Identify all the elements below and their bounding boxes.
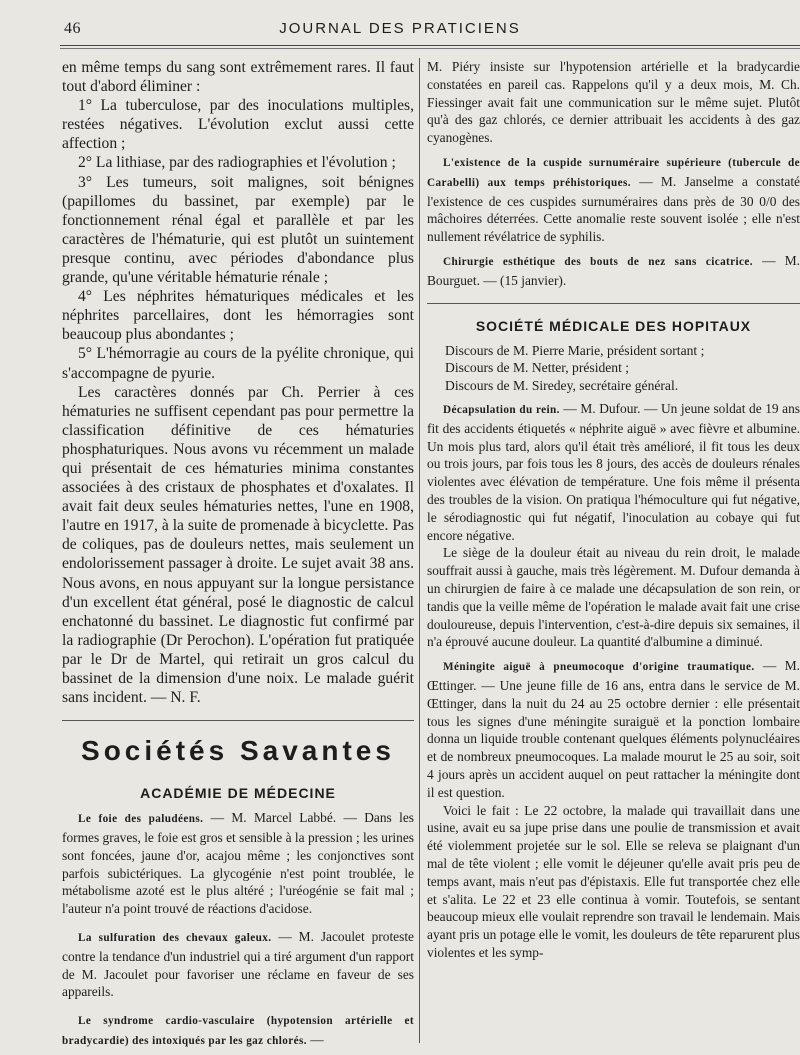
journal-title: JOURNAL DES PRATICIENS bbox=[279, 20, 521, 37]
report-title: Le foie des paludéens. bbox=[78, 813, 204, 826]
paragraph: Le siège de la douleur était au niveau du rein droit, le malade souffrait aussi à gauche, mais très légèrement. M. Dufour demanda à un chirurgien de faire à ce malade une décapsulation de son rein, or tandis que la veille même de l'opération le malade avait fait une crise douloureuse, depuis l'intervention, c'est-à-dire depuis six semaines, il n'a éprouvé aucune douleur. La quantité d'albumine a diminué. bbox=[427, 545, 800, 650]
paragraph: 3° Les tumeurs, soit malignes, soit bénignes (papillomes du bassinet, par exemple) par le fonctionnement rénal égal et parallèle et par les caractères de l'hématurie, qui est plutôt un suintement presque continu, avec périodes d'abondance plus grande, qu'une véritable hématurie rénale ; bbox=[62, 173, 414, 287]
report-text: — M. Bourguet. — (15 janvier). bbox=[427, 252, 800, 288]
report-title: Le syndrome cardio-vasculaire (hypotension artérielle et bradycardie) des intoxiqués par les gaz chlorés. bbox=[62, 1015, 414, 1047]
section-rule bbox=[427, 303, 800, 304]
column-divider bbox=[419, 58, 420, 1043]
left-column bbox=[62, 58, 414, 1048]
report-text: — M. Œttinger. — Une jeune fille de 16 ans, entra dans le service de M. Œttinger, dans la nuit du 24 au 25 octobre dernier : elle présentait tous les signes d'une méningite suraiguë et la ponction lombaire donna un liquide trouble contenant quelques éléments polynucléaires et de nombreux pneumocoques. La malade mourut le 25 au soir, soit 4 jours après un accident auquel on peut rattacher la méningite dont il est question. bbox=[427, 658, 800, 800]
paragraph: Les caractères donnés par Ch. Perrier à ces hématuries ne suffisent cependant pas pour permettre la classification définitive de ces hématuries phosphaturiques. Nous avons vu récemment un malade qui présentait de ces hématuries minima constantes associées à des cristaux de phosphates et d'oxalates. Il avait fait deux seules hématuries nettes, l'une en 1908, l'autre en 1917, à la suite de promenade à bicyclette. Pas de coliques, pas de douleurs nettes, mais seulement un endolorissement passager à droite. Le sujet avait 38 ans. Nous avons, en nous appuyant sur la longue persistance d'un excellent état général, posé le diagnostic de calcul enchatonné du bassinet. Le diagnostic fut confirmé par la radiographie (Dr Perochon). L'opération fut pratiquée par le Dr de Martel, qui retirait un gros calcul du bassinet de la dimension d'une noix. Le malade guérit sans incident. — N. F. bbox=[62, 383, 414, 707]
paragraph: 2° La lithiase, par des radiographies et l'évolution ; bbox=[78, 154, 396, 172]
report-title: La sulfuration des chevaux galeux. bbox=[78, 931, 272, 944]
page-header bbox=[0, 0, 800, 48]
paragraph: Voici le fait : Le 22 octobre, la malade qui travaillait dans une usine, avait eu sa jupe prise dans une poulie de transmission et avait été violemment projetée sur le sol. Elle se releva se plaignant d'un mal de tête violent ; elle vomit le déjeuner qu'elle avait pris peu de temps avant, mais n'eut pas d'épistaxis. Elle fut transportée chez elle et s'alita. Le 22 et 23 elle continua à vomir. Toutefois, se sentant beaucoup mieux elle voulait reprendre son travail le lendemain. Mais ayant pris un potage elle le vomit, les douleurs de tête reparurent plus violentes et les symp- bbox=[427, 802, 800, 960]
report-text: — bbox=[306, 1031, 324, 1047]
paragraph: 1° La tuberculose, par des inoculations multiples, restées négatives. L'évolution exclut aussi cette affection ; bbox=[62, 97, 414, 153]
report-text: — M. Marcel Labbé. — Dans les formes graves, le foie est gros et sensible à la pression ; les urines sont foncées, jaune d'or, acajou même ; les conjonctives sont parfois subictériques. La glycogénie n'est point troublée, le métabolisme azoté est le plus altéré ; l'uréogénie se fait mal ; l'auteur n'a point trouvé de réactions d'acidose. bbox=[62, 810, 414, 917]
section-rule bbox=[62, 720, 414, 721]
report-item bbox=[62, 928, 414, 1001]
report-item bbox=[62, 809, 414, 918]
right-column bbox=[427, 58, 800, 1048]
report-item bbox=[427, 153, 800, 246]
report-title: Décapsulation du rein. bbox=[443, 404, 560, 417]
page-number: 46 bbox=[64, 20, 81, 37]
header-rule bbox=[60, 45, 800, 46]
discours-line: Discours de M. Siredey, secrétaire général. bbox=[445, 377, 679, 393]
paragraph: M. Piéry insiste sur l'hypotension artérielle et la bradycardie constatées en pareil cas. Rappelons qu'il y a deux mois, M. Ch. Fiessinger avait fait une communication sur le même sujet. Plutôt qu'à des gaz chlorés, ce dernier attribuait les accidents à des gaz cyanogènes. bbox=[427, 59, 800, 146]
report-item bbox=[62, 1011, 414, 1048]
report-item bbox=[427, 252, 800, 290]
paragraph: 5° L'hémorragie au cours de la pyélite chronique, qui s'accompagne de pyurie. bbox=[62, 345, 414, 382]
report-title: L'existence de la cuspide surnuméraire supérieure (tubercule de Carabelli) aux temps préhistoriques. bbox=[427, 156, 800, 189]
discours-line: Discours de M. Pierre Marie, président sortant ; bbox=[445, 342, 705, 358]
discours-line: Discours de M. Netter, président ; bbox=[445, 360, 630, 376]
section-title: Sociétés Savantes bbox=[81, 735, 395, 767]
report-item bbox=[427, 657, 800, 801]
paragraph: 4° Les néphrites hématuriques médicales et les néphrites parcellaires, dont les hémorragies sont beaucoup plus abondantes ; bbox=[62, 288, 414, 344]
report-text: — M. Dufour. — Un jeune soldat de 19 ans fit des accidents étiquetés « néphrite aiguë » avec fièvre et albumine. Un mois plus tard, alors qu'il était très amélioré, il fit tous les deux ou trois jours, par fois tous les 8 jours, des accès de douleurs rénales violentes avec élévation de température. Une fois même il présenta des troubles de la vision. On pratiqua l'hémoculture qui fut négative, le sérodiagnostic qui fut négatif, l'inoculation au cobaye qui fut encore négative. bbox=[427, 401, 800, 543]
report-title: Méningite aiguë à pneumocoque d'origine traumatique. bbox=[443, 661, 755, 674]
header-rule-secondary bbox=[60, 48, 800, 49]
report-item bbox=[427, 400, 800, 544]
report-text: — M. Janselme a constaté l'existence de ces cuspides surnuméraires dans près de 30 0/0 des mâchoires déterrées. Cette anomalie reste souvent isolée ; elle n'est nullement révélatrice de syphilis. bbox=[427, 173, 800, 245]
report-text: — M. Jacoulet proteste contre la tendance d'un industriel qui a tiré argument d'un rapport de M. Jacoulet pour favoriser une réclame en faveur de ses appareils. bbox=[62, 928, 414, 1000]
hopitaux-heading: SOCIÉTÉ MÉDICALE DES HOPITAUX bbox=[475, 317, 752, 334]
academie-heading: ACADÉMIE DE MÉDECINE bbox=[140, 785, 336, 802]
report-title: Chirurgie esthétique des bouts de nez sans cicatrice. bbox=[443, 255, 753, 268]
paragraph: en même temps du sang sont extrêmement rares. Il faut tout d'abord éliminer : bbox=[62, 59, 414, 96]
